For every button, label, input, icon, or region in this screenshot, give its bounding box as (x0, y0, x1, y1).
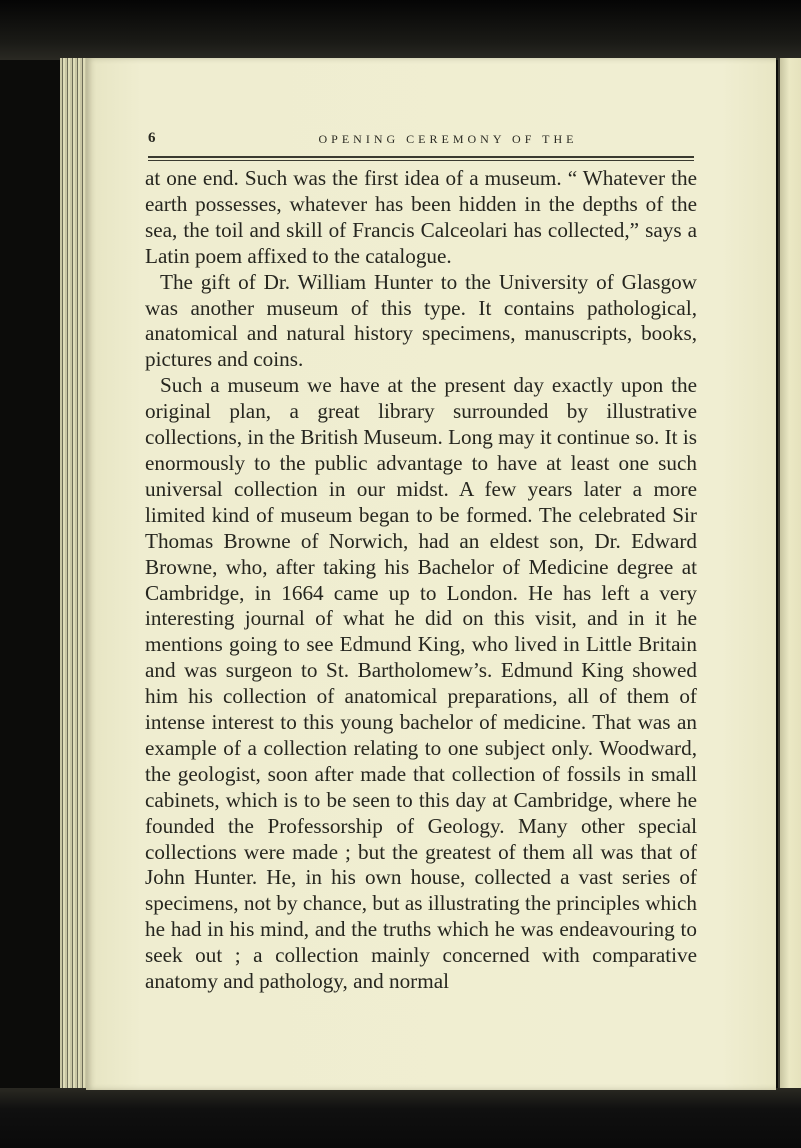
facing-page-edge (778, 58, 801, 1093)
book-page (86, 58, 776, 1090)
paragraph-1: at one end. Such was the first idea of a museum. “ Whatever the earth possesses, whatever has been hidden in the depths of the sea, the toil and skill of Francis Calceolari has collected,” says a Latin poem affixed to the catalogue. (145, 166, 697, 268)
page-number: 6 (148, 130, 156, 146)
page-header (148, 130, 708, 150)
header-rule-thick (148, 156, 694, 158)
body-text (145, 166, 697, 995)
paragraph-3: Such a museum we have at the present day exactly upon the original plan, a great library surrounded by illustrative collections, in the British Museum. Long may it continue so. It is enormously to the public advantage to have at least one such universal collection in our midst. A few years later a more limited kind of museum began to be formed. The celebrated Sir Thomas Browne of Norwich, had an eldest son, Dr. Edward Browne, who, after taking his Bachelor of Medicine degree at Cambridge, in 1664 came up to London. He has left a very interesting journal of what he did on this visit, and in it he mentions going to see Edmund King, who lived in Little Britain and was surgeon to St. Bartholomew’s. Edmund King showed him his collection of anatomical preparations, all of them of intense interest to this young bachelor of medicine. That was an example of a collection relating to one subject only. Woodward, the geologist, soon after made that collection of fossils in small cabinets, which is to be seen to this day at Cambridge, where he founded the Professorship of Geology. Many other special collections were made ; but the greatest of them all was that of John Hunter. He, in his own house, collected a vast series of specimens, not by chance, but as illustrating the principles which he had in his mind, and the truths which he was endeavouring to seek out ; a collection mainly concerned with comparative anatomy and pathology, and normal (145, 373, 697, 994)
header-rule-thin (148, 160, 694, 161)
running-head: OPENING CEREMONY OF THE (318, 132, 578, 146)
paragraph-2: The gift of Dr. William Hunter to the University of Glasgow was another museum of this type. It contains pathological, anatomical and natural history specimens, manuscripts, books, pictures and coins. (145, 269, 697, 372)
scan-bottom-border (0, 1088, 801, 1148)
page-edges (60, 58, 86, 1088)
